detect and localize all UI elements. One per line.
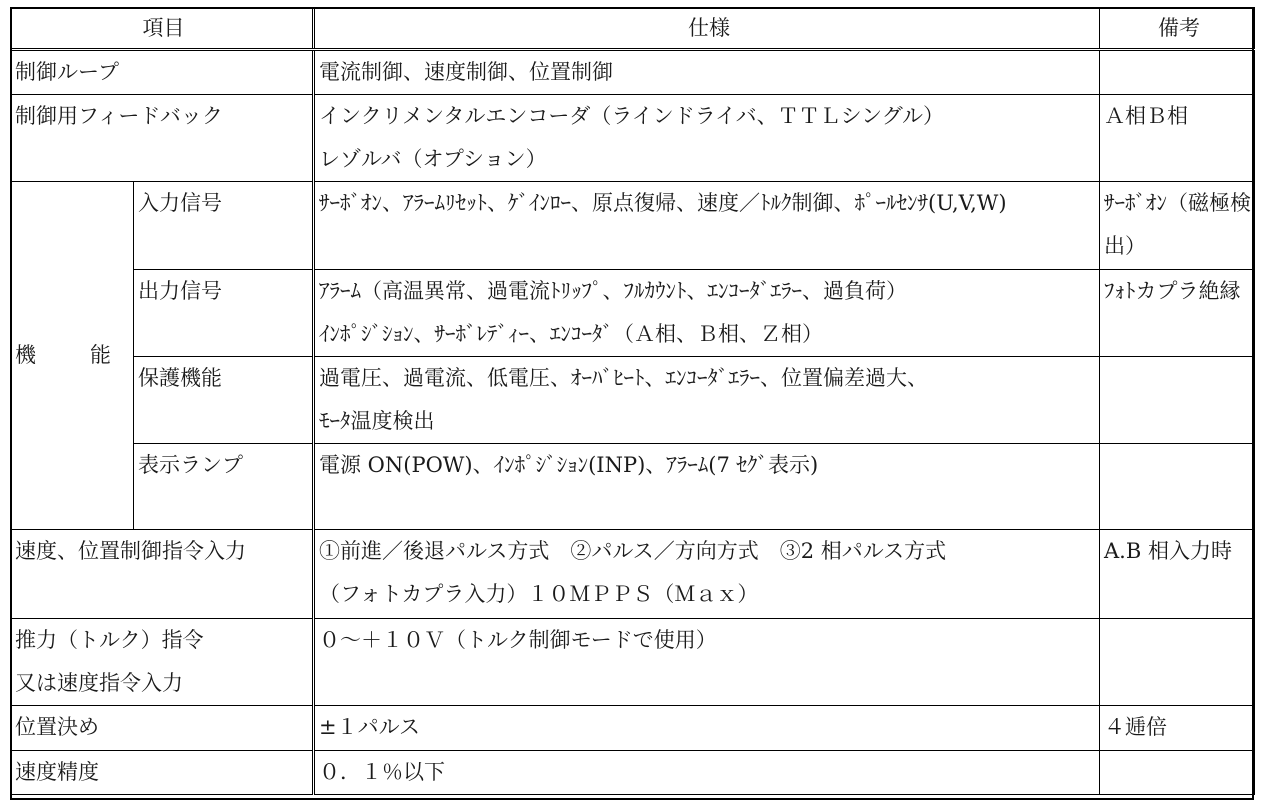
torque-command-spec: ０～＋１０Ｖ（トルク制御モードで使用）	[314, 619, 1100, 706]
function-label	[11, 182, 134, 530]
torque-command-label-line1: 推力（トルク）指令	[15, 628, 204, 652]
feedback-label: 制御用フィードバック	[11, 95, 314, 182]
row-speed-accuracy	[11, 751, 1255, 795]
row-control-loop	[11, 50, 1255, 95]
input-signal-note: ｻｰﾎﾞｵﾝ（磁極検出）	[1100, 182, 1255, 270]
command-input-spec-line1: ①前進／後退パルス方式 ②パルス／方向方式 ③2 相パルス方式	[319, 539, 947, 563]
row-display-lamp	[11, 444, 1255, 530]
display-lamp-note	[1100, 444, 1255, 530]
positioning-label: 位置決め	[11, 706, 314, 751]
header-item: 項目	[11, 8, 314, 50]
display-lamp-spec: 電源 ON(POW)、ｲﾝﾎﾟｼﾞｼｮﾝ(INP)、ｱﾗｰﾑ(7 ｾｸﾞ表示)	[314, 444, 1100, 530]
row-feedback	[11, 95, 1255, 182]
positioning-note: ４逓倍	[1100, 706, 1255, 751]
speed-accuracy-note	[1100, 751, 1255, 795]
output-signal-spec-line2: ｲﾝﾎﾟｼﾞｼｮﾝ、ｻｰﾎﾞﾚﾃﾞｨｰ、ｴﾝｺｰﾀﾞ（Ａ相、Ｂ相、Ｚ相）	[319, 322, 823, 346]
header-spec: 仕様	[314, 8, 1100, 50]
protection-spec	[314, 357, 1100, 444]
torque-command-note	[1100, 619, 1255, 706]
control-loop-note	[1100, 50, 1255, 95]
protection-spec-line1: 過電圧、過電流、低電圧、ｵｰﾊﾞﾋｰﾄ、ｴﾝｺｰﾀﾞｴﾗｰ、位置偏差過大、	[319, 366, 928, 390]
function-label-a: 機	[15, 343, 36, 367]
header-note: 備考	[1100, 8, 1255, 50]
output-signal-label: 出力信号	[134, 270, 314, 357]
output-signal-spec-line1: ｱﾗｰﾑ（高温異常、過電流ﾄﾘｯﾌﾟ、ﾌﾙｶｳﾝﾄ、ｴﾝｺｰﾀﾞｴﾗｰ、過負荷）	[319, 279, 907, 303]
feedback-spec	[314, 95, 1100, 182]
row-positioning	[11, 706, 1255, 751]
header-row	[11, 8, 1255, 50]
output-signal-note: ﾌｫﾄカプラ絶縁	[1100, 270, 1255, 357]
row-command-input	[11, 530, 1255, 619]
input-signal-spec: ｻｰﾎﾞｵﾝ、ｱﾗｰﾑﾘｾｯﾄ、ｹﾞｲﾝﾛｰ、原点復帰、速度／ﾄﾙｸ制御、ﾎﾟｰﾙｾﾝｻ(U,V,W)	[314, 182, 1100, 270]
feedback-spec-line1: インクリメンタルエンコーダ（ラインドライバ、ＴＴＬシングル）	[319, 104, 945, 128]
row-protection	[11, 357, 1255, 444]
protection-label: 保護機能	[134, 357, 314, 444]
torque-command-label	[11, 619, 314, 706]
protection-spec-line2: ﾓｰﾀ温度検出	[319, 409, 435, 433]
row-input-signal	[11, 182, 1255, 270]
command-input-label: 速度、位置制御指令入力	[11, 530, 314, 619]
row-torque-command	[11, 619, 1255, 706]
display-lamp-label: 表示ランプ	[134, 444, 314, 530]
command-input-spec	[314, 530, 1100, 619]
input-signal-label: 入力信号	[134, 182, 314, 270]
command-input-note: A.B 相入力時	[1100, 530, 1255, 619]
function-label-b: 能	[90, 343, 111, 367]
control-loop-spec: 電流制御、速度制御、位置制御	[314, 50, 1100, 95]
row-output-signal	[11, 270, 1255, 357]
feedback-note: Ａ相Ｂ相	[1100, 95, 1255, 182]
protection-note	[1100, 357, 1255, 444]
spec-table	[10, 7, 1255, 795]
speed-accuracy-spec: ０．１％以下	[314, 751, 1100, 795]
torque-command-label-line2: 又は速度指令入力	[15, 671, 183, 695]
positioning-spec: ±１パルス	[314, 706, 1100, 751]
output-signal-spec	[314, 270, 1100, 357]
control-loop-label: 制御ループ	[11, 50, 314, 95]
command-input-spec-line2: （フォトカプラ入力）１０ＭＰＰＳ（Ｍａｘ）	[319, 582, 759, 606]
speed-accuracy-label: 速度精度	[11, 751, 314, 795]
feedback-spec-line2: レゾルバ（オプション）	[319, 147, 547, 171]
